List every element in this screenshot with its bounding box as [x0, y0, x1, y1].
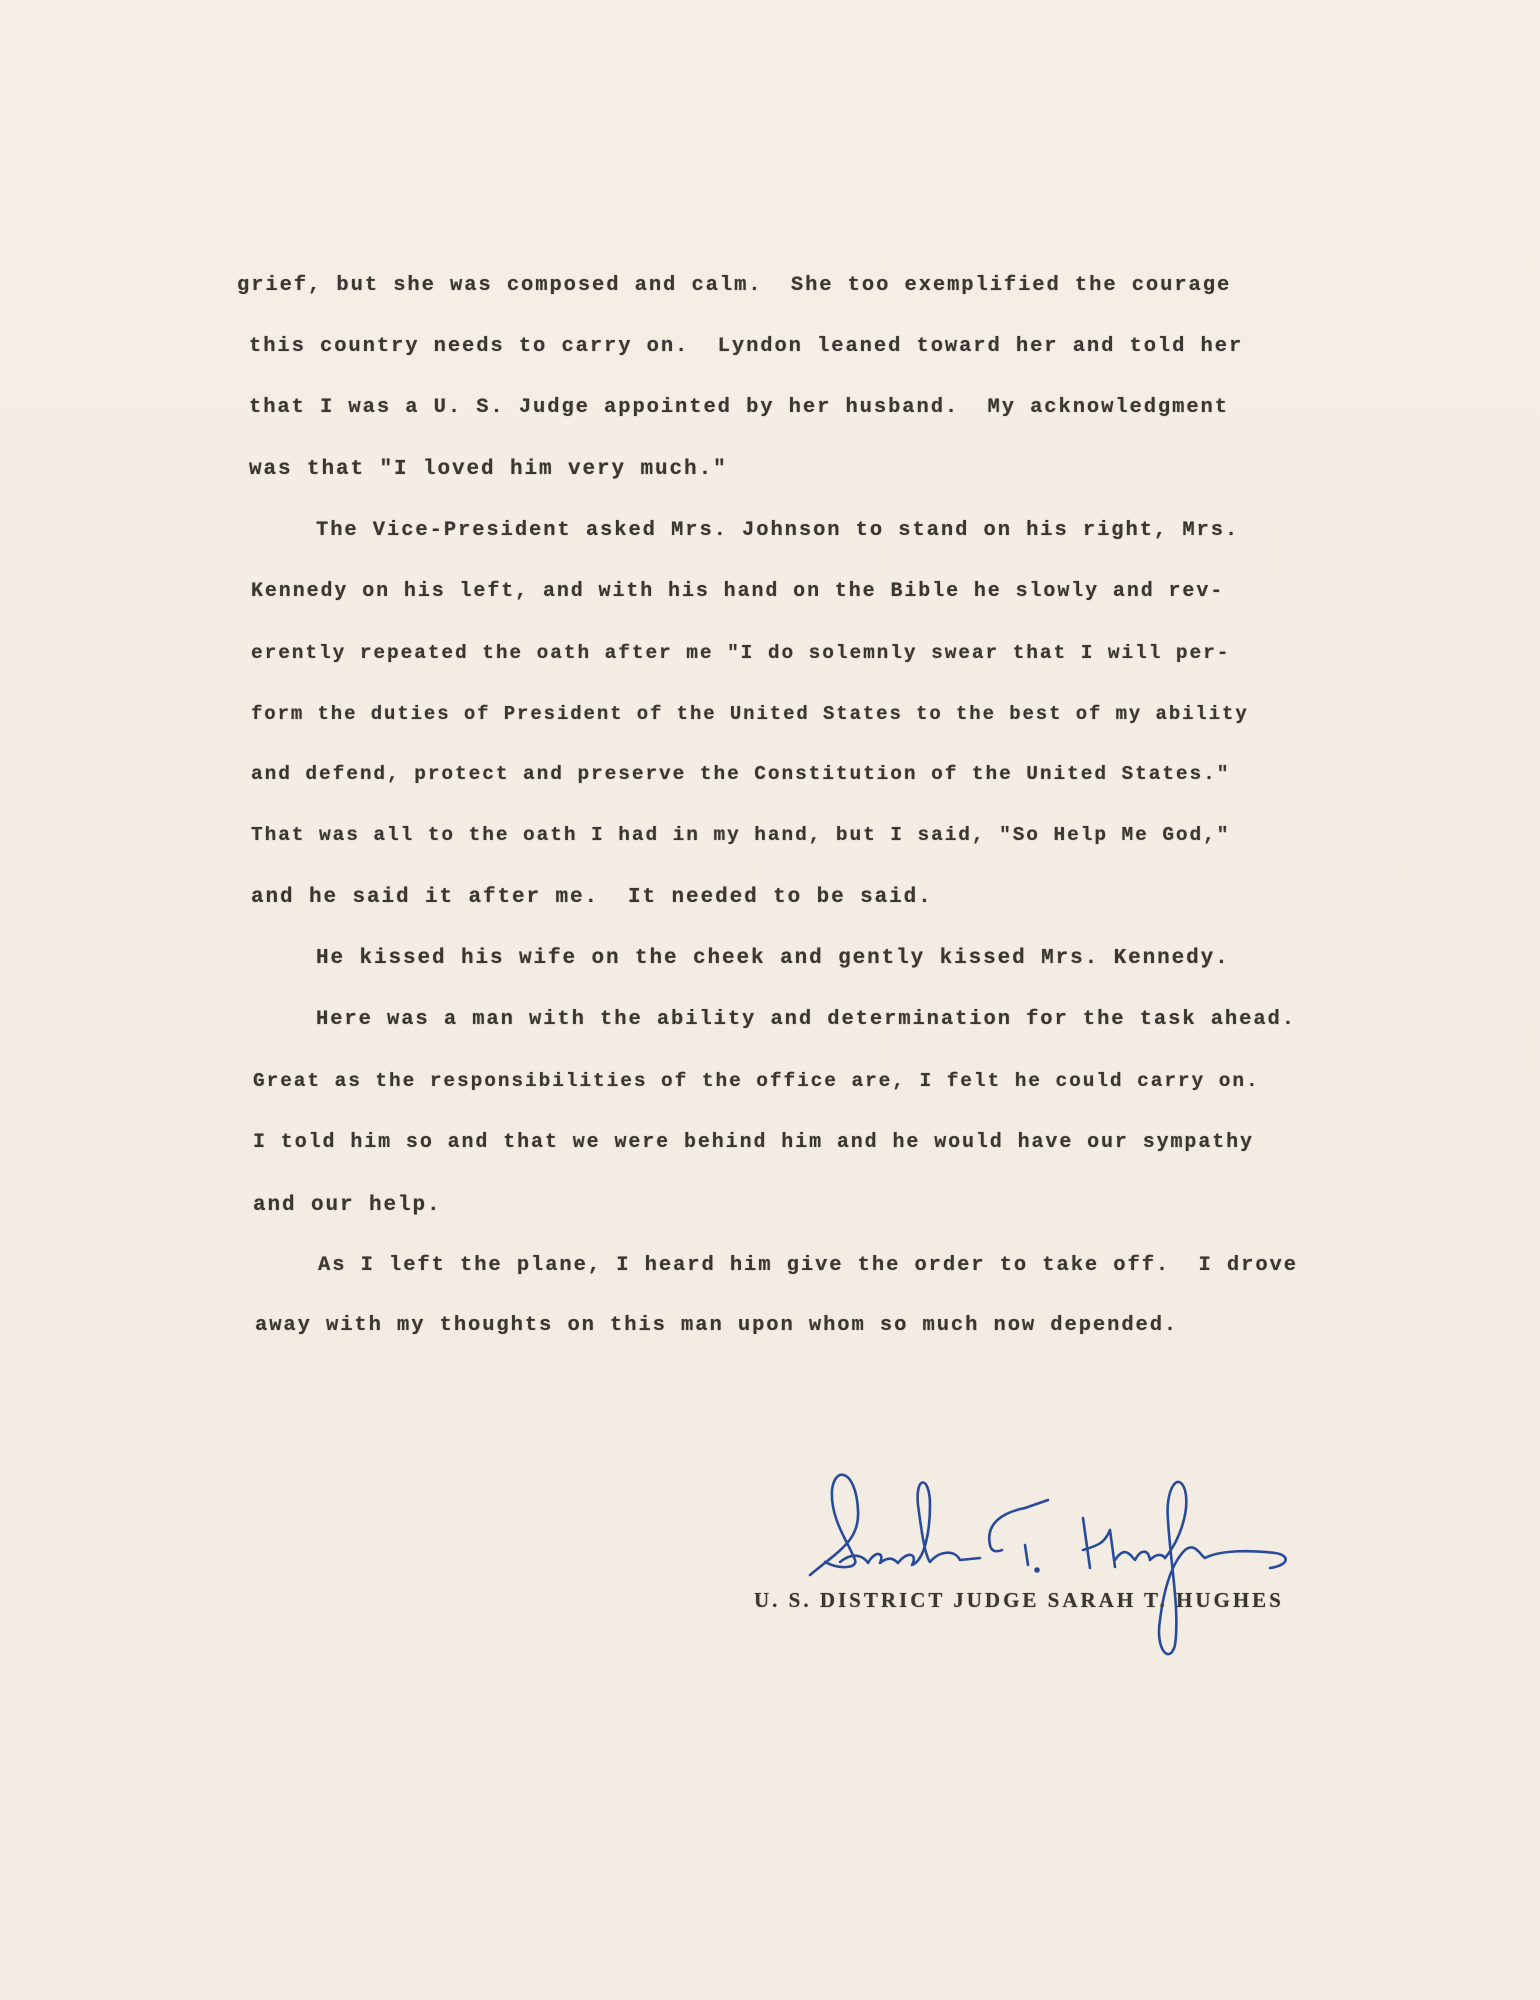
- body-line: and our help.: [253, 1194, 442, 1217]
- body-line: That was all to the oath I had in my hand, but I said, "So Help Me God,": [251, 824, 1231, 846]
- body-line: this country needs to carry on. Lyndon leaned toward her and told her: [249, 335, 1244, 358]
- body-line: I told him so and that we were behind him and he would have our sympathy: [253, 1131, 1254, 1154]
- body-line: and defend, protect and preserve the Constitution of the United States.": [251, 763, 1231, 785]
- body-line: erently repeated the oath after me "I do solemnly swear that I will per-: [251, 642, 1231, 664]
- body-line: away with my thoughts on this man upon whom so much now depended.: [255, 1314, 1179, 1337]
- body-line: He kissed his wife on the cheek and gently kissed Mrs. Kennedy.: [316, 947, 1230, 970]
- body-line: form the duties of President of the United States to the best of my ability: [251, 703, 1249, 725]
- body-line: grief, but she was composed and calm. She too exemplified the courage: [237, 274, 1232, 297]
- body-line: that I was a U. S. Judge appointed by her husband. My acknowledgment: [249, 396, 1229, 419]
- body-line: Great as the responsibilities of the office are, I felt he could carry on.: [253, 1070, 1260, 1092]
- body-line: was that "I loved him very much.": [249, 458, 728, 481]
- body-line: As I left the plane, I heard him give the order to take off. I drove: [318, 1254, 1298, 1277]
- signature-block: U. S. DISTRICT JUDGE SARAH T. HUGHES: [754, 1588, 1284, 1612]
- body-line: Here was a man with the ability and determination for the task ahead.: [316, 1008, 1296, 1031]
- body-line: Kennedy on his left, and with his hand on the Bible he slowly and rev-: [251, 580, 1225, 603]
- handwritten-signature: [780, 1450, 1360, 1670]
- body-line: The Vice-President asked Mrs. Johnson to stand on his right, Mrs.: [316, 519, 1240, 542]
- body-line: and he said it after me. It needed to be said.: [251, 886, 933, 909]
